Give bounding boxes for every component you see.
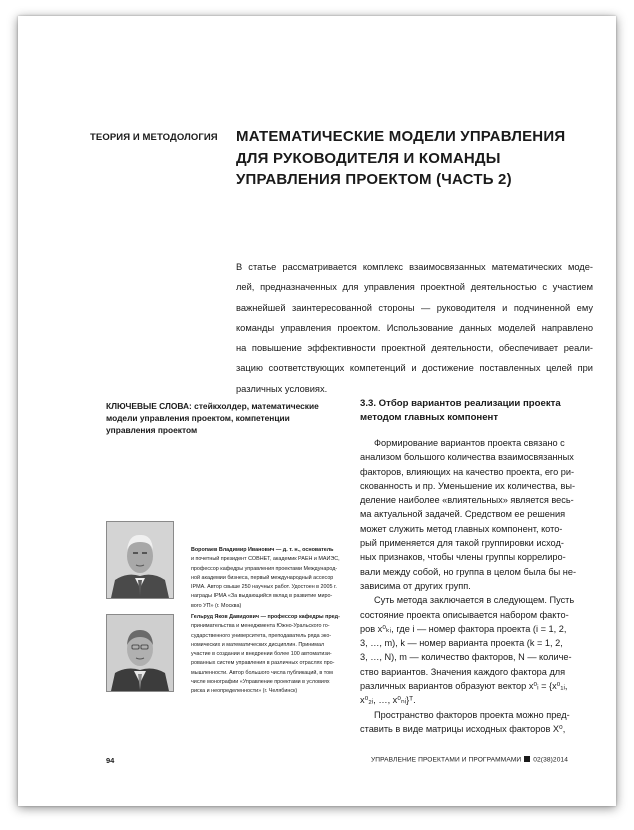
abstract-line: важнейшей заинтересованной стороны — руководителя и подчиненной ему <box>236 302 593 313</box>
abstract-line: лей, предназначенных для управления проектной деятельностью с участием <box>236 282 593 293</box>
title-line: МАТЕМАТИЧЕСКИЕ МОДЕЛИ УПРАВЛЕНИЯ <box>236 128 566 145</box>
body-line: вали между собой, но группа в целом была бы не- <box>360 566 577 577</box>
body-line: скованность и пр. Уменьшение их количества, вы- <box>360 480 576 491</box>
title-line: ДЛЯ РУКОВОДИТЕЛЯ И КОМАНДЫ <box>236 149 501 167</box>
body-line: 3, …, m), k — номер варианта проекта (k = 1, 2, <box>360 638 563 649</box>
portrait-icon <box>107 522 173 598</box>
body-line: различных вариантов образуют вектор x⁰ᵢ = {x⁰₁ᵢ, <box>360 681 568 692</box>
body-line: ных признаков, чтобы члены группы коррелиро- <box>360 552 566 563</box>
body-line: ров x⁰ₖᵢ, где i — номер фактора проекта (i = 1, 2, <box>360 623 567 634</box>
bio-line: награды IPMA «За выдающийся вклад в развитие миро- <box>191 593 333 600</box>
journal-footer <box>371 756 568 764</box>
body-text <box>360 436 596 736</box>
bio-line: мышленности. Автор большого числа публикаций, в том <box>191 669 333 676</box>
square-bullet-icon <box>524 756 530 762</box>
article-title <box>236 126 596 191</box>
journal-name: УПРАВЛЕНИЕ ПРОЕКТАМИ И ПРОГРАММАМИ <box>370 756 522 764</box>
bio-line: Воропаев Владимир Иванович — д. т. н., основатель <box>191 547 334 553</box>
bio-line: числе монографии «Управление проектами в условиях <box>191 679 330 686</box>
abstract-line: зацию соответствующих компетенций и достижение поставленных целей при <box>236 363 593 374</box>
abstract-line: различных условиях. <box>236 383 328 394</box>
bio-line: риска и неопределенности» (г. Челябинск) <box>191 688 298 695</box>
body-line: ма актуальной задачей. Средством ее решения <box>360 509 566 520</box>
journal-page <box>18 16 616 806</box>
section-label: ТЕОРИЯ И МЕТОДОЛОГИЯ <box>90 132 218 143</box>
bio-line: и почетный президент СОВНЕТ, академик РАЕН и МАИЭС, <box>191 556 340 563</box>
author-photo-gelrud <box>106 614 174 692</box>
title-line: УПРАВЛЕНИЯ ПРОЕКТОМ (ЧАСТЬ 2) <box>236 171 512 188</box>
body-line: рый применяется для такой группировки исход- <box>360 538 564 549</box>
bio-line: рованных систем управления в различных отраслях про- <box>191 660 335 667</box>
bio-line: IPMA. Автор свыше 250 научных работ. Удостоен в 2005 г. <box>191 584 337 591</box>
section-heading <box>360 397 596 425</box>
keywords: КЛЮЧЕВЫЕ СЛОВА: стейкхолдер, математические модели управления проектом, компетенции управления проектом <box>106 401 319 435</box>
bio-line: номических и математических дисциплин. Принимал <box>191 641 325 648</box>
body-line: состояние проекта описывается набором факто- <box>360 609 569 620</box>
abstract-line: В статье рассматривается комплекс взаимосвязанных математических моде- <box>236 262 593 272</box>
bio-line: Гельруд Яков Давидович — профессор кафедры пред- <box>191 614 340 620</box>
abstract-line: на повышение эффективности проектной деятельности, обеспечивает реали- <box>236 343 593 354</box>
body-line: может служить метод главных компонент, кото- <box>360 523 563 534</box>
bio-line: профессор кафедры управления проектами Международ- <box>191 565 338 572</box>
abstract-line: команды управления проектом. Использование данных моделей направлено <box>236 322 593 333</box>
author-bio-voropaev <box>191 546 346 611</box>
body-line: Формирование вариантов проекта связано с <box>374 438 565 448</box>
body-line: деление наиболее «влиятельных» является весь- <box>360 495 574 506</box>
heading-line: 3.3. Отбор вариантов реализации проекта <box>360 398 561 409</box>
body-line: Суть метода заключается в следующем. Пусть <box>374 595 575 606</box>
portrait-icon <box>107 615 173 691</box>
body-line: ставить в виде матрицы исходных факторов X⁰, <box>360 723 566 734</box>
body-line: факторов, влияющих на качество проекта, его ри- <box>360 466 575 477</box>
bio-line: сударственного университета, преподаватель ряда эко- <box>191 632 332 639</box>
body-line: Пространство факторов проекта можно пред- <box>374 709 570 720</box>
author-photo-voropaev <box>106 521 174 599</box>
body-line: зависима от других групп. <box>360 580 471 591</box>
bio-line: вого УП» (г. Москва) <box>191 602 242 609</box>
journal-issue: 02(38)2014 <box>533 756 568 764</box>
bio-line: ной академии бизнеса, первый международный ассесор <box>191 574 334 581</box>
body-line: анализом большого количества взаимосвязанных <box>360 452 574 463</box>
body-line: x⁰₂ᵢ, …, x⁰ₙᵢ}ᵀ. <box>360 695 416 706</box>
heading-line: методом главных компонент <box>360 412 499 423</box>
page-number: 94 <box>106 756 115 765</box>
author-bio-gelrud <box>191 613 346 697</box>
bio-line: принимательства и менеджмента Южно-Уральского го- <box>191 623 330 630</box>
abstract <box>236 257 593 399</box>
body-line: 3, …, N), m — количество факторов, N — количе- <box>360 652 572 663</box>
body-line: ство вариантов. Значения каждого фактора для <box>360 666 566 677</box>
bio-line: участие в создании и внедрении более 100 автоматизи- <box>191 651 332 658</box>
